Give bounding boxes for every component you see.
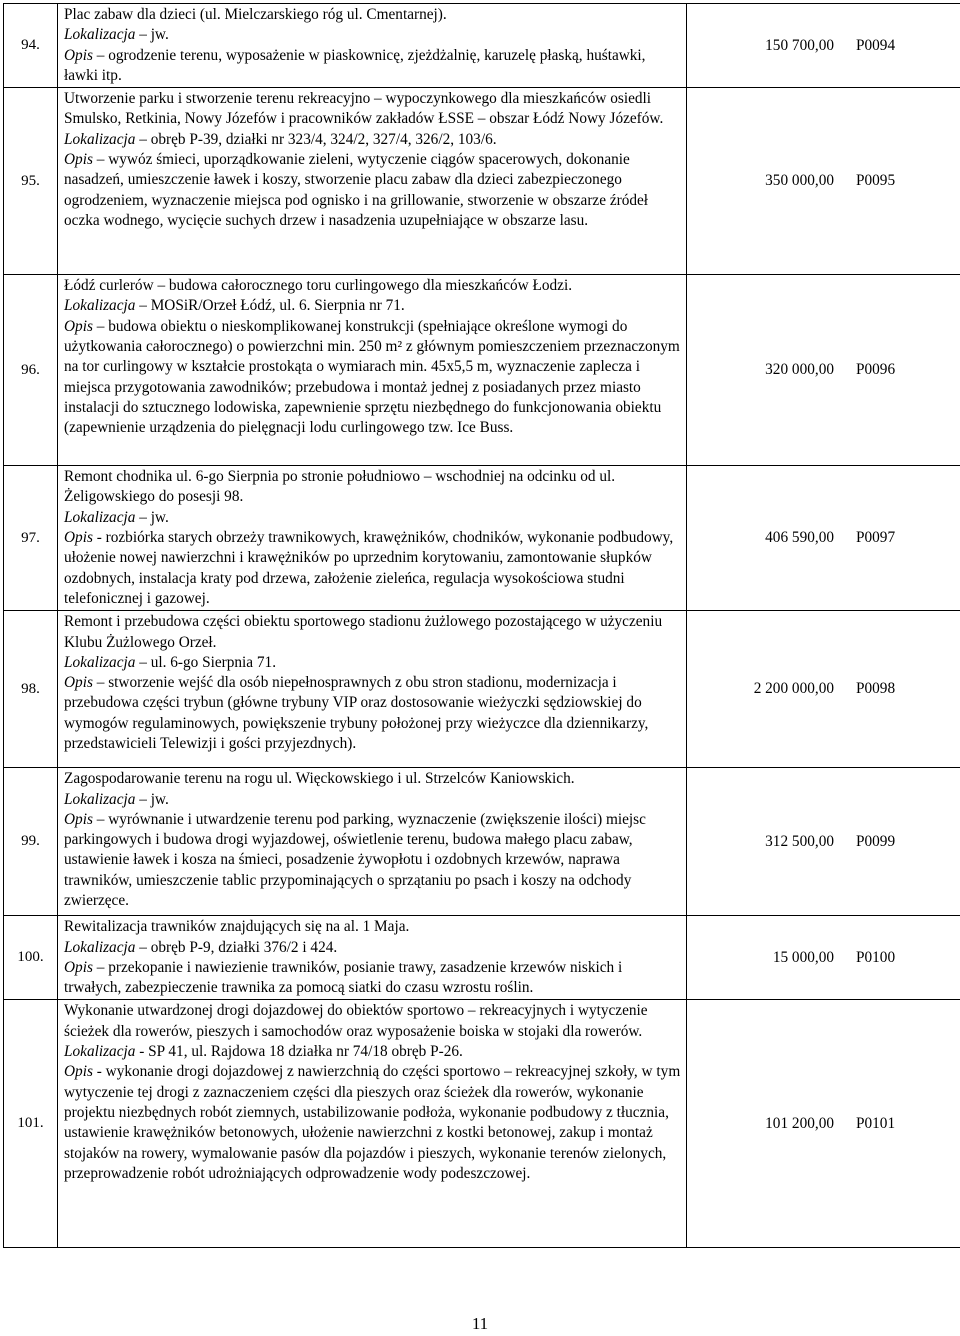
row-number: 101. <box>4 1000 58 1248</box>
task-title: Utworzenie parku i stworzenie terenu rekreacyjno – wypoczynkowego dla mieszkańców osiedli Smulsko, Retkinia, Nowy Józefów i pracowników zakładów ŁSSE – obszar Łódź Nowy Józefów. <box>64 90 664 128</box>
location-label: Lokalizacja <box>64 297 136 315</box>
amount-cell <box>687 916 960 1000</box>
task-title: Plac zabaw dla dzieci (ul. Mielczarskiego róg ul. Cmentarnej). <box>64 6 447 23</box>
amount-cell <box>687 768 960 916</box>
location-text: – obręb P-39, działki nr 323/4, 324/2, 327/4, 326/2, 103/6. <box>135 130 497 148</box>
scope-label: Opis <box>64 674 93 692</box>
task-description <box>58 466 687 611</box>
scope-label: Opis <box>64 317 93 335</box>
amount-cell <box>687 466 960 611</box>
task-scope <box>64 958 683 999</box>
location-text: – jw. <box>135 508 169 526</box>
location-label: Lokalizacja <box>64 653 136 671</box>
task-code: P0100 <box>856 948 896 966</box>
table-row <box>4 1000 960 1248</box>
task-description <box>58 1000 687 1248</box>
scope-text: – wyrównanie i utwardzenie terenu pod parking, wyznaczenie (zwiększenie ilości) miejsc parkingowych i budowa drogi wyjazdowej, oświetlenie terenu, budowa małego placu zabaw, ustawienie ławek i kosza na śmieci, posadzenie żywopłotu i ozdobnych krzewów, naprawa trawników, umieszczenie tablic przypominających o sprzątaniu po psach i koszy na odchody zwierzęce. <box>64 810 646 910</box>
task-scope <box>64 1062 683 1184</box>
task-title: Wykonanie utwardzonej drogi dojazdowej do obiektów sportowo – rekreacyjnych i wytyczenie ścieżek dla rowerów, pieszych i samochodów oraz wyposażenie boiska w stojaki dla rowerów. <box>64 1002 648 1040</box>
task-scope <box>64 673 683 754</box>
task-code: P0098 <box>856 680 896 698</box>
task-description <box>58 916 687 1000</box>
scope-text: - rozbiórka starych obrzeży trawnikowych, krawężników, chodników, wykonanie podbudowy, ułożenie nowej nawierzchni i krawężników po uprzednim korytowaniu, zamontowanie słupków ozdobnych, instalacja kraty pod drzewa, założenie zieleńca, regulacja wysokościowa studni telefonicznej i gazowej. <box>64 529 674 607</box>
task-location <box>64 653 683 673</box>
task-location <box>64 790 683 810</box>
task-scope <box>64 810 683 911</box>
location-text: – MOSiR/Orzeł Łódź, ul. 6. Sierpnia nr 71. <box>135 297 405 315</box>
location-text: – jw. <box>135 790 169 808</box>
table-row <box>4 466 960 611</box>
location-label: Lokalizacja <box>64 790 136 808</box>
amount-value: 406 590,00 <box>765 529 834 547</box>
task-code: P0099 <box>856 832 896 850</box>
task-location <box>64 296 683 316</box>
page-number: 11 <box>471 1314 489 1333</box>
amount-value: 15 000,00 <box>772 948 834 966</box>
scope-label: Opis <box>64 810 93 828</box>
task-code: P0097 <box>856 529 896 547</box>
scope-text: – przekopanie i nawiezienie trawników, posianie trawy, zasadzenie krzewów niskich i trwałych, zabezpieczenie trawnika za pomocą siatki do czasu wzrostu roślin. <box>64 958 623 997</box>
scope-text: – ogrodzenie terenu, wyposażenie w piaskownicę, zjeżdżalnię, karuzelę płaską, huśtawki, ławki itp. <box>64 46 646 84</box>
amount-value: 320 000,00 <box>765 361 834 379</box>
location-label: Lokalizacja <box>64 938 136 956</box>
scope-text: – budowa obiektu o nieskomplikowanej konstrukcji (spełniające określone wymogi do użytkowania całorocznego) o powierzchni min. 250 m² z głównym pomieszczeniem przeznaczonym na tor curlingowy w kształcie prostokąta o wymiarach min. 45x5,5 m, wyznaczenie zaplecza i miejsca przygotowania zawodników; przebudowa i montaż jednej z posiadanych przez miasto instalacji do sztucznego lodowiska, zapewnienie sprzętu niezbędnego do funkcjonowania obiektu (zapewnienie urządzenia do pielęgnacji lodu curlingowego tzw. Ice Buss. <box>64 317 680 437</box>
scope-label: Opis <box>64 151 93 169</box>
table-row <box>4 88 960 275</box>
row-number: 100. <box>4 916 58 1000</box>
task-title: Rewitalizacja trawników znajdujących się na al. 1 Maja. <box>64 918 410 936</box>
scope-text: - wykonanie drogi dojazdowej z nawierzchnią do części sportowo – rekreacyjnej szkoły, w tym wytyczenie tej drogi z zaznaczeniem części dla pieszych oraz ścieżek dla rowerów, wykonanie projektu niezbędnych robót ziemnych, ustabilizowanie podłoża, wykonanie podbudowy z tłucznia, ustawienie krawężników betonowych, ułożenie nawierzchni z kostki betonowej, zakup i montaż stojaków na rowery, wymalowanie pasów dla pojazdów i pieszych, wykonanie terenów zielonych, przeprowadzenie robót udrożniających odprowadzenie wody podeszczowej. <box>64 1063 681 1182</box>
row-number: 97. <box>4 466 58 611</box>
task-location <box>64 130 683 150</box>
table-row <box>4 4 960 88</box>
table-row <box>4 916 960 1000</box>
row-number: 96. <box>4 275 58 466</box>
task-title: Remont chodnika ul. 6-go Sierpnia po stronie południowo – wschodniej na odcinku od ul. Żeligowskiego do posesji 98. <box>64 468 616 506</box>
task-title: Zagospodarowanie terenu na rogu ul. Więckowskiego i ul. Strzelców Kaniowskich. <box>64 770 575 788</box>
table-row <box>4 768 960 916</box>
task-code: P0096 <box>856 361 896 379</box>
task-scope <box>64 150 683 231</box>
task-location <box>64 1042 683 1062</box>
task-title: Remont i przebudowa części obiektu sportowego stadionu żużlowego pozostającego w użyczeniu Klubu Żużlowego Orzeł. <box>64 613 663 651</box>
task-description <box>58 275 687 466</box>
task-code: P0095 <box>856 172 896 190</box>
task-scope <box>64 46 683 87</box>
task-location <box>64 508 683 528</box>
location-label: Lokalizacja <box>64 1043 136 1061</box>
scope-label: Opis <box>64 958 93 976</box>
task-title: Łódź curlerów – budowa całorocznego toru curlingowego dla mieszkańców Łodzi. <box>64 277 573 295</box>
row-number: 95. <box>4 88 58 275</box>
scope-text: – wywóz śmieci, uporządkowanie zieleni, wytyczenie ciągów spacerowych, dokonanie nasadzeń, umieszczenie ławek i koszy, stworzenie placu zabaw dla dzieci zabezpieczonego ogrodzeniem, wyznaczenie miejsca pod ognisko i na grillowanie, stworzenie w obszarze źródeł oczka wodnego, wycięcie suchych drzew i nasadzenia uzupełniające w obszarze lasu. <box>64 151 649 229</box>
amount-value: 2 200 000,00 <box>753 680 834 698</box>
scope-text: – stworzenie wejść dla osób niepełnosprawnych z obu stron stadionu, modernizacja i przebudowa części trybun (główne trybuny VIP oraz dostosowanie wieżyczki sędziowskiej do wymogów regulaminowych, powiększenie trybuny położonej przy wieżyczce dla dziennikarzy, przedstawicieli Telewizji i gości przyjezdnych). <box>64 674 649 753</box>
task-code: P0101 <box>856 1114 896 1132</box>
row-number: 99. <box>4 768 58 916</box>
scope-label: Opis <box>64 1063 93 1081</box>
task-description <box>58 768 687 916</box>
location-text: - SP 41, ul. Rajdowa 18 działka nr 74/18 obręb P-26. <box>135 1043 463 1061</box>
task-location <box>64 25 683 45</box>
task-description <box>58 88 687 275</box>
row-number: 98. <box>4 611 58 768</box>
scope-label: Opis <box>64 529 93 547</box>
table-row <box>4 275 960 466</box>
amount-value: 150 700,00 <box>765 36 834 54</box>
task-description <box>58 4 687 88</box>
table-row <box>4 611 960 768</box>
amount-value: 350 000,00 <box>765 172 834 190</box>
scope-label: Opis <box>64 46 93 64</box>
location-label: Lokalizacja <box>64 508 136 526</box>
amount-cell <box>687 611 960 768</box>
amount-value: 101 200,00 <box>765 1114 834 1132</box>
amount-value: 312 500,00 <box>765 832 834 850</box>
location-text: – jw. <box>135 26 169 44</box>
task-location <box>64 938 683 958</box>
location-text: – obręb P-9, działki 376/2 i 424. <box>135 938 338 956</box>
amount-cell <box>687 275 960 466</box>
location-label: Lokalizacja <box>64 26 136 44</box>
task-scope <box>64 528 683 609</box>
amount-cell <box>687 4 960 88</box>
location-label: Lokalizacja <box>64 130 136 148</box>
location-text: – ul. 6-go Sierpnia 71. <box>135 653 277 671</box>
task-description <box>58 611 687 768</box>
row-number: 94. <box>4 4 58 88</box>
task-code: P0094 <box>856 36 896 54</box>
amount-cell <box>687 88 960 275</box>
task-scope <box>64 317 683 439</box>
budget-table <box>3 3 960 1248</box>
amount-cell <box>687 1000 960 1248</box>
